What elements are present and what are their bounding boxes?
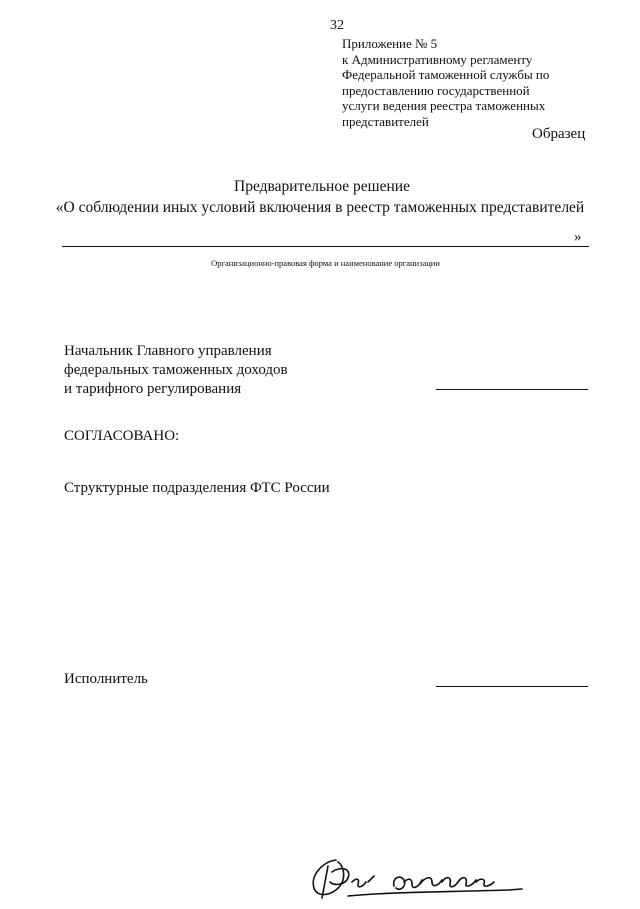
handwritten-signature — [308, 852, 530, 904]
sample-label: Образец — [532, 126, 586, 142]
agreed-label: СОГЛАСОВАНО: — [64, 428, 180, 444]
approver-signature-line — [436, 389, 588, 390]
approver-position — [64, 342, 288, 399]
organization-caption: Организационно-правовая форма и наименование организации — [211, 258, 440, 268]
document-title — [0, 176, 640, 218]
closing-quote: » — [574, 229, 582, 245]
annex-line: представителей — [342, 113, 429, 129]
handwritten-signature-drawing — [308, 852, 530, 904]
approver-position-line: Начальник Главного управления — [64, 343, 272, 359]
executor-signature-line — [436, 686, 588, 687]
annex-reference — [342, 36, 602, 129]
annex-line: к Административному регламенту — [342, 51, 533, 67]
page-number: 32 — [330, 18, 344, 33]
document-title-line-2: «О соблюдении иных условий включения в реестр таможенных представителей — [55, 199, 585, 216]
annex-line: услуги ведения реестра таможенных — [342, 98, 546, 113]
approver-position-line: и тарифного регулирования — [64, 381, 242, 397]
annex-line: предоставлению государственной — [342, 82, 530, 98]
executor-label: Исполнитель — [64, 671, 148, 687]
approver-position-line: федеральных таможенных доходов — [64, 362, 288, 378]
structural-departments: Структурные подразделения ФТС России — [64, 480, 330, 496]
organization-name-line — [62, 246, 589, 247]
document-title-line-1: Предварительное решение — [234, 178, 410, 195]
annex-line: Федеральной таможенной службы по — [342, 67, 550, 82]
annex-line: Приложение № 5 — [342, 36, 438, 51]
